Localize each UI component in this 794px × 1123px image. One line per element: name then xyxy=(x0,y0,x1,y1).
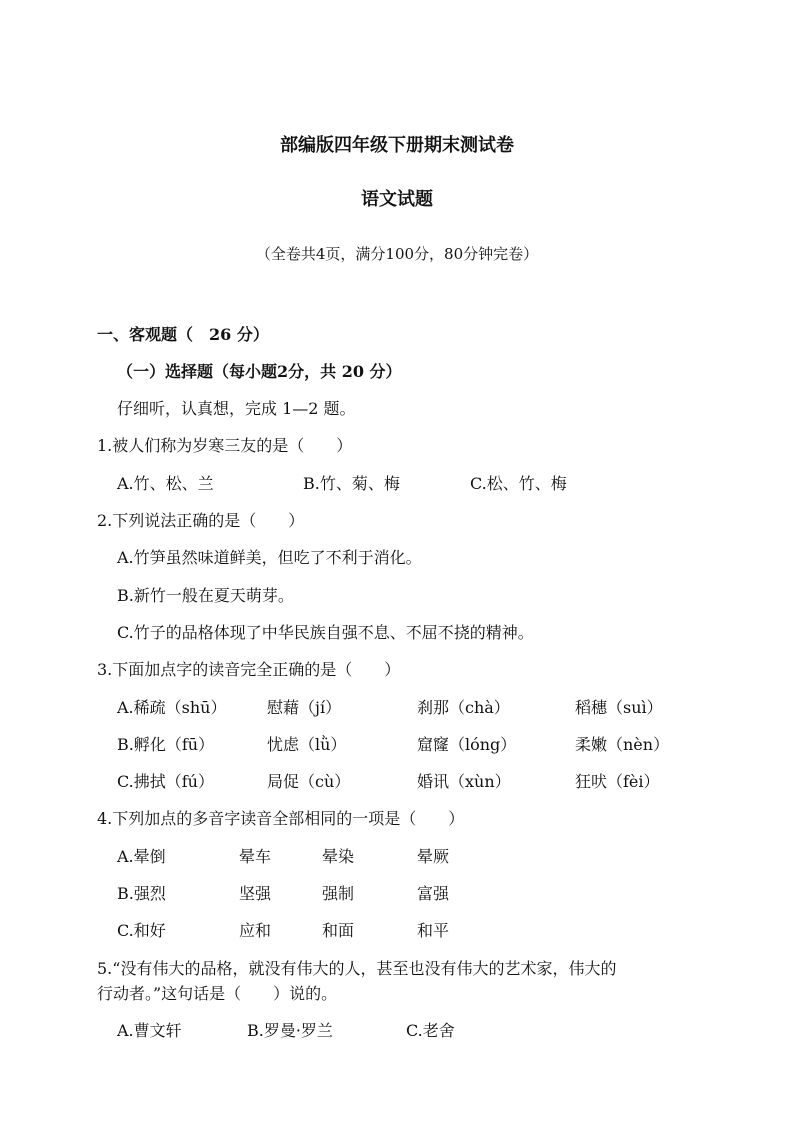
q3-a-1: A.稀疏（shū） xyxy=(117,698,227,717)
q5-option-a: A.曹文轩 xyxy=(117,1021,182,1040)
q3-c-3: 婚讯（xùn） xyxy=(417,772,511,791)
q4-c-2: 应和 xyxy=(239,921,272,940)
q3-c-4: 狂吠（fèi） xyxy=(575,772,660,791)
q3-b-1: B.孵化（fū） xyxy=(117,735,215,754)
q1-option-a: A.竹、松、兰 xyxy=(117,474,214,493)
q1-option-c: C.松、竹、梅 xyxy=(470,474,567,493)
q4-a-4: 晕厥 xyxy=(417,847,450,866)
q3-b-2: 忧虑（lǜ） xyxy=(267,735,347,754)
q3-c-2: 局促（cù） xyxy=(267,772,351,791)
q3-a-4: 稻穗（suì） xyxy=(575,698,663,717)
q3-c-1: C.拂拭（fú） xyxy=(117,772,214,791)
q2-option-b: B.新竹一般在夏天萌芽。 xyxy=(117,586,294,605)
q1-option-b: B.竹、菊、梅 xyxy=(303,474,400,493)
q4-a-2: 晕车 xyxy=(239,847,272,866)
question-4-stem: 4.下列加点的多音字读音全部相同的一项是（ ） xyxy=(97,809,465,828)
q5-option-c: C.老舍 xyxy=(406,1021,455,1040)
question-5-stem-cont: 行动者。”这句话是（ ）说的。 xyxy=(97,984,338,1003)
q4-a-1: A.晕倒 xyxy=(117,847,166,866)
exam-note: （全卷共4页，满分100分，80分钟完卷） xyxy=(255,245,539,263)
q3-a-2: 慰藉（jí） xyxy=(267,698,342,717)
question-5-stem: 5.“没有伟大的品格，就没有伟大的人，甚至也没有伟大的艺术家，伟大的 xyxy=(97,959,617,978)
q4-b-2: 坚强 xyxy=(239,884,272,903)
instruction: 仔细听，认真想，完成 1—2 题。 xyxy=(117,399,356,418)
question-1-stem: 1.被人们称为岁寒三友的是（ ） xyxy=(97,436,353,455)
q4-b-1: B.强烈 xyxy=(117,884,166,903)
q4-c-1: C.和好 xyxy=(117,921,166,940)
q2-option-a: A.竹笋虽然味道鲜美，但吃了不利于消化。 xyxy=(117,548,422,567)
q4-c-4: 和平 xyxy=(417,921,450,940)
question-2-stem: 2.下列说法正确的是（ ） xyxy=(97,511,305,530)
section-title: 一、客观题（ 26 分） xyxy=(97,325,269,344)
q2-option-c: C.竹子的品格体现了中华民族自强不息、不屈不挠的精神。 xyxy=(117,623,534,642)
subsection-title: （一）选择题（每小题2分，共 20 分） xyxy=(117,362,402,381)
q5-option-b: B.罗曼·罗兰 xyxy=(247,1021,333,1040)
q3-b-3: 窟窿（lóng） xyxy=(417,735,517,754)
q4-b-3: 强制 xyxy=(322,884,355,903)
exam-subject: 语文试题 xyxy=(361,189,433,210)
q4-b-4: 富强 xyxy=(417,884,450,903)
exam-title: 部编版四年级下册期末测试卷 xyxy=(280,135,514,156)
question-3-stem: 3.下面加点字的读音完全正确的是（ ） xyxy=(97,660,401,679)
q4-c-3: 和面 xyxy=(322,921,355,940)
q4-a-3: 晕染 xyxy=(322,847,355,866)
q3-a-3: 刹那（chà） xyxy=(417,698,510,717)
q3-b-4: 柔嫩（nèn） xyxy=(575,735,670,754)
